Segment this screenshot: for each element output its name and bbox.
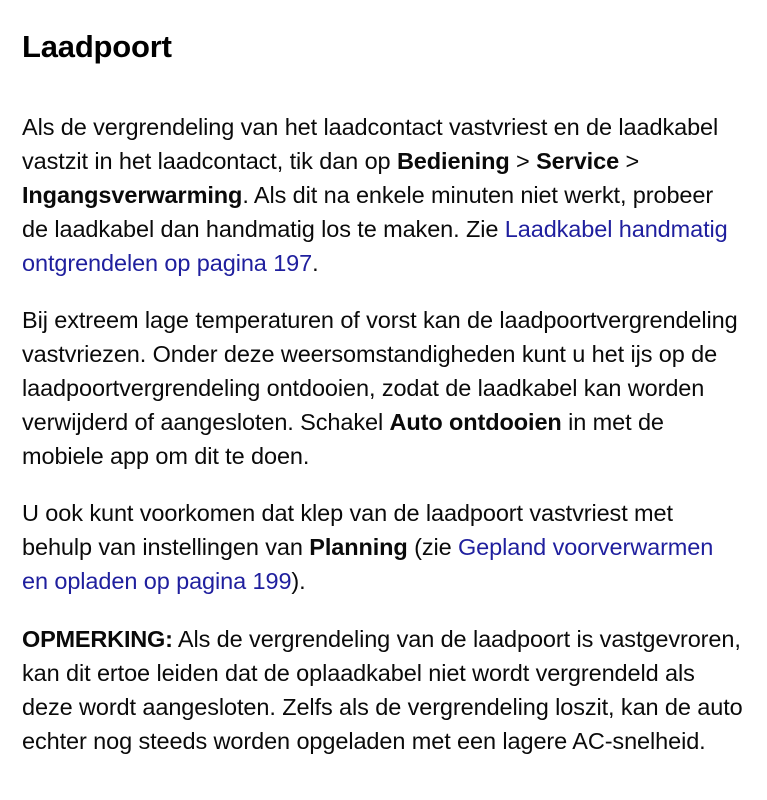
note-label: OPMERKING: [22,626,173,652]
cross-reference-link[interactable]: Laadkabel handmatig ontgrendelen op pagina 197 [22,216,728,276]
bold-term: Planning [309,534,408,560]
bold-term: Ingangsverwarming [22,182,243,208]
body-text: Bij extreem lage temperaturen of vorst kan de laadpoortvergrendeling vastvriezen. Onder deze weersomstandigheden kunt u het ijs op de laadpoortvergrendeling ontdooien, zodat de laadkabel kan worden verwijderd of aangesloten. Schakel [22,307,738,435]
body-text: ). [291,568,306,594]
paragraph-extreme-cold-defrost [22,303,745,473]
breadcrumb-separator: > [619,148,640,174]
bold-term: Bediening [396,148,510,174]
body-text: Als de vergrendeling van de laadpoort is vastgevroren, kan dit ertoe leiden dat de oplaadkabel niet wordt vergrendeld als deze wordt aangesloten. Zelfs als de vergrendeling loszit, kan de auto echter nog steeds worden opgeladen met een lagere AC-snelheid. [22,626,743,754]
body-text: U ook kunt voorkomen dat klep van de laadpoort vastvriest met behulp van instellingen van [22,500,673,560]
body-text: (zie [407,534,458,560]
body-text: . Als dit na enkele minuten niet werkt, probeer de laadkabel dan handmatig los te maken. Zie [22,182,714,242]
body-text: in met de mobiele app om dit te doen. [22,409,664,469]
paragraph-scheduling-prevention [22,496,745,598]
body-text: Als de vergrendeling van het laadcontact vastvriest en de laadkabel vastzit in het laadcontact, tik dan op [22,114,719,174]
paragraph-charge-port-lock-frozen [22,110,745,280]
body-text: . [312,250,319,276]
page-title: Laadpoort [22,29,172,64]
bold-term: Service [536,148,620,174]
bold-term: Auto ontdooien [389,409,562,435]
breadcrumb-separator: > [509,148,537,174]
cross-reference-link[interactable]: Gepland voorverwarmen en opladen op pagina 199 [22,534,714,594]
paragraph-note-frozen-lock [22,622,745,758]
document-body [22,110,745,758]
